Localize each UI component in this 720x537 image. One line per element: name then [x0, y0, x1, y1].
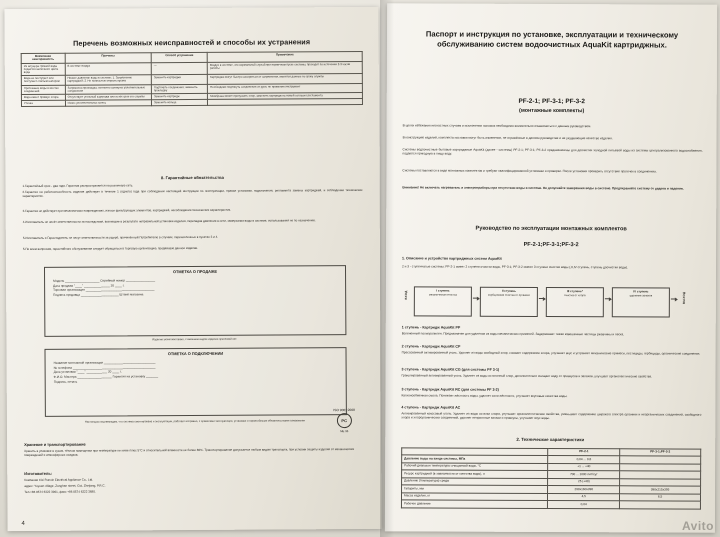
warranty-p2: 2.Гарантия на работоспособность изделия действует в течение 1 (одного) года при соблюдении настоящей инструкции по эксплуатации, правил установки, подключения, регламента замены картриджей, и соблюдении технических характеристик.	[22, 187, 363, 198]
tech-value-pf21: 0,04	[548, 501, 620, 509]
tech-param: Габариты, мм	[402, 485, 548, 493]
connect-field-phone[interactable]: № телефона ________________________________________________	[53, 364, 156, 370]
tech-col-pf3x: PF-3-1;PF-3-2	[620, 449, 701, 457]
tech-param: Рабочий диапазон температуры очищаемой воды, °С	[402, 463, 548, 471]
cartridge-4-text: Катионообменная смола. Понижает жёсткость воды, удаляет соли жёсткости, улучшает вкусовые качества воды.	[401, 393, 568, 399]
flow-stage-2-name: II ступень	[501, 288, 516, 293]
flow-stage-1-desc: механическая очистка	[428, 293, 457, 297]
warranty-p6: 5.По всем вопросам, гарантийного обслуживания следует обращаться в торговую организацию, продавшую данное изделие.	[22, 245, 199, 252]
cell-note: Необходимо подтянуть соединения от руки, не применяя инструмент	[208, 83, 363, 93]
iso-standard-label: ISO 9001:2008	[333, 408, 355, 413]
section-1-text: 2 и 3 - ступенчатые системы: PF-2-1 имеет 2 ступени очистки воды, PF-3-1; PF-3-2 имеют 3 ступени очистки воды (,II,IV ступень, ступень доочистки воды).	[401, 264, 629, 270]
flow-arrow-2	[539, 298, 545, 299]
tech-param: Давление воды на входе системы, МПа	[402, 455, 548, 463]
cell-fault: Протекание воды в местах соединений	[21, 85, 65, 95]
tech-value-pf21: 290x160x390	[548, 486, 620, 494]
tech-value-pf21: 700 ... 1000 лит/сут	[548, 471, 620, 479]
cartridge-2-text: Прессованный активированный уголь. Удаляет из воды свободный хлор, снижает содержание хлора, улучшает вкус и устраняет механические примеси, пестициды, гербициды, органические соединения.	[401, 350, 701, 356]
section-1-title: 1. Описание и устройство картриджных систем AquaKit	[402, 256, 502, 261]
col-fix: Способ устранения	[151, 52, 207, 62]
flow-output-label: ВЫХОД	[681, 291, 686, 305]
connect-field-master[interactable]: Ф.И.О. Мастера ____________________ Гарантия на установку _______	[53, 374, 159, 379]
connection-mark-box	[44, 347, 346, 417]
cell-note: Картриджи могут быстро засориться от загрязнения, имеются данные по сроку службы	[208, 74, 363, 84]
cartridge-2-title: 2 ступень - Картридж AquaKit CP	[401, 344, 461, 349]
warranty-section-title: 8. Гарантийные обязательства	[161, 174, 224, 181]
subtitle-label: (монтажные комплекты)	[519, 107, 585, 115]
connect-field-date[interactable]: Дата установки "____" ____________ 20 ____ г.	[53, 369, 122, 375]
manufacturer-line-1: Компания Cixi Runxin Electrical Appliance Co., Ltd.	[24, 477, 94, 483]
warranty-p1: 1.Гарантийный срок - два года. Гарантия распространяется на розничную сеть.	[22, 183, 134, 189]
cell-cause: Низкое давление воды в системе; 1. Загрязнение картриджей; 2. Не полностью открыты краны	[65, 75, 151, 85]
flow-stage-3	[546, 287, 604, 317]
flow-arrow-4	[671, 299, 677, 300]
cell-note	[208, 99, 363, 106]
flow-stage-1-name: I ступень	[436, 288, 450, 293]
guide-title: Руководство по эксплуатации монтажных комплектов	[475, 225, 627, 233]
intro-p2: В конструкцию изделий, комплекта поставки могут быть изменения, не отражённые в данном руководстве и не ухудшающие качество изделия.	[402, 135, 613, 141]
flow-stage-1	[414, 286, 472, 316]
tech-value-pf21: 0,04 ... 0,8	[548, 456, 620, 464]
col-fault: Возможная неисправность	[21, 53, 65, 63]
tech-col-pf21: PF-2-1	[548, 448, 620, 456]
cartridge-1-title: 1 ступень - Картридж AquaKit PP	[401, 325, 461, 330]
intro-p1: В целях избежания несчастных случаев и исключения поломок необходимо внимательно ознакомиться с данным руководством.	[402, 123, 592, 129]
cartridge-5-text: Активированный кокосовый уголь. Удаляет из воды остатки хлора, улучшает органолептические свойства, уменьшает содержание широкого спектра органики и неорганических соединений, свободного хлора и хлорорганических соединений, удаляет неприятные запахи и привкусы, улучшает вкус воды.	[401, 411, 702, 421]
warranty-p4: 4.Изготовитель не несёт ответственности за последствия, возникшие в результате неправильной установки изделия, перепадов давления в сети, замерзания воды в системе, использования не по назначению.	[22, 218, 316, 225]
flow-stage-4-name: IV ступень	[633, 289, 649, 294]
flow-stage-2-desc: сорбционная очистка от органики	[487, 293, 530, 297]
tech-param: Ресурс картриджей (в зависимости от качества воды), л	[402, 470, 548, 478]
tech-value-pf3x	[619, 501, 700, 509]
flow-stage-3-name: III ступень*	[566, 289, 583, 294]
left-page-title: Перечень возможных неисправностей и способы их устранения	[73, 37, 311, 48]
iso-certification-block	[333, 408, 355, 433]
connect-field-stamp: Подпись, печать	[53, 379, 78, 384]
col-note: Примечание	[207, 51, 362, 62]
warranty-p5: 5.Изготовитель и Гарантодатель не несут ответственности за ущерб, причинённый Потребителю в случаях, перечисленных в пунктах 3 и 4.	[22, 234, 219, 241]
cartridge-1-text: Вспененный полипропилен. Предназначен для удаления из воды механических примесей. Задерживает также взвешенные частицы ржавчины и песка.	[401, 331, 625, 337]
connect-field-org[interactable]: Название монтажной организации ______________________________	[53, 360, 156, 365]
sale-field-signature[interactable]: Подпись продавца ______________________ Штамп магазина	[53, 292, 144, 297]
sale-mark-box	[44, 265, 346, 337]
manufacturer-line-3: Тел.+86 0574 6322 3901, факс +86 0574 6322 3680.	[24, 489, 96, 495]
models-label: PF-2-1; PF-3-1; PF-3-2	[518, 97, 585, 106]
cell-fault: Из штуцера грязной воды подаётся молочного цвета вода	[21, 63, 65, 76]
cell-note: Мембрана может пропускать хлор, заменить картридж на новый согласно регламента	[208, 93, 363, 100]
tech-row	[401, 500, 700, 509]
sale-field-date[interactable]: Дата продажи "____" _______________ 20 ____ г.	[53, 283, 125, 288]
gost-mark-icon: PC	[337, 413, 352, 428]
sale-field-model[interactable]: Модель ____________________ Серийный номер _________________	[53, 278, 156, 283]
watermark-label: Avito	[681, 519, 714, 533]
cell-fix: Заменить картриджи	[151, 75, 207, 85]
cartridge-3-title: 3 ступень - Картридж AquaKit CG (для системы PF 3-1)	[401, 367, 500, 372]
confirmation-note: Настоящим подтверждаю, что система смонтирована и эксплуатации, работает исправно, с правилами эксплуатации, установки и гарантийными обязательствами ознакомлен	[84, 419, 305, 424]
cell-fix: —	[151, 62, 207, 75]
flow-input-label: ВХОД	[403, 290, 408, 300]
cell-cause: Загрязнена прокладка; неплотно затянуты уплотнительные соединения	[65, 84, 151, 94]
cell-fix: Подтянуть соединения; заменить прокладку	[151, 84, 207, 94]
guide-models: PF-2-1;PF-3-1;PF-3-2	[523, 241, 579, 249]
cell-fault: Вода имеет привкус хлора	[21, 94, 65, 100]
connection-box-title: ОТМЕТКА О ПОДКЛЮЧЕНИИ	[167, 350, 224, 357]
cartridge-4-title: 3 ступень - Картридж AquaKit RC (для системы PF 3-2)	[401, 387, 499, 392]
storage-text: Хранить в упаковке в сухом, тёплом помещении при температуре не ниже плюс 5°С и относительной влажности не более 80%. Транспортирование допускается любым видом транспорта, при условии защиты изделия от механических повреждений и атмосферных осадков.	[24, 447, 355, 457]
faults-table	[21, 51, 363, 108]
cell-fault: Вода не поступает или поступает слабым напором	[21, 76, 65, 86]
sale-box-note: Изделие укомплектовано, с внешним видом изделия претензий нет	[152, 337, 237, 342]
tech-value-pf3x: 380x215x395	[620, 486, 701, 494]
tech-value-pf3x: 6,5	[620, 494, 701, 502]
cell-fix: Заменить кольца	[151, 100, 207, 107]
tech-param: Масса изделия, кг	[401, 493, 547, 501]
section-2-title: 2. Технические характеристики	[516, 436, 585, 443]
tech-specs-table	[401, 447, 701, 509]
storage-title: Хранение и транспортирование	[24, 441, 86, 448]
tech-value-pf21: +1 ... +40	[548, 463, 620, 471]
document-left-page	[4, 7, 381, 531]
sale-field-org[interactable]: Торговая организация ________________________________________	[53, 287, 155, 293]
filtration-flow-diagram	[404, 282, 696, 321]
tech-param: Рабочее давление	[401, 500, 547, 508]
tech-value-pf21: 4,5	[548, 493, 620, 501]
intro-p4: Системы поставляются в виде монтажных комплектов и требуют квалифицированной установки и проверки. После установки проверить отсутствие протечек в соединениях.	[402, 168, 657, 174]
flow-stage-4	[612, 287, 670, 317]
flow-stage-3-desc: очистка от хлора	[564, 293, 586, 297]
flow-arrow-3	[605, 298, 611, 299]
intro-p3: Системы водоочистные бытовые картриджные AquaKit (далее - системы) PF-2-1; PF-3-1; PF-3-2 предназначены для доочистки холодной питьевой воды из системы централизованного водоснабжения, подаются пригодную в пищу воду.	[402, 147, 703, 156]
cell-cause: Износ уплотнительных колец	[65, 100, 151, 107]
intro-warning: Внимание! Не включать нагреватель и электроприборы при отсутствии воды в системе. Не допускайте замерзания воды в системе. Предохраняйте систему от ударов и падения.	[402, 185, 684, 191]
cell-fix: Заменить картридж	[151, 93, 207, 100]
flow-stage-2	[480, 287, 538, 317]
tech-param: Давление (температура) среды	[402, 478, 548, 486]
flow-stage-4-desc: удаление запахов	[629, 293, 653, 298]
cell-fault: Утечка	[21, 101, 65, 107]
page-number: 4	[21, 521, 25, 528]
warranty-p3: 3.Гарантия не действует при механических повреждениях, износе фильтрующих элементов, картриджей, несоблюдении технических характеристик.	[22, 207, 231, 214]
right-page-title: Паспорт и инструкция по установке, эксплуатации и техническому обслуживанию систем водоочистных AquaKit картриджных.	[425, 29, 679, 50]
cell-note: Воздух в системе, это нормальный случай при первичном пуске системы, проходит по истечении 2-3 часов работы	[208, 61, 363, 75]
iso-code-label: МЕ 96	[340, 429, 349, 434]
manufacturer-line-2: адрес: Yuyuan village, Zonghan street, Cixi, Zhejiang, P.R.C.	[24, 483, 106, 489]
cartridge-3-text: Гранулированный активированный уголь. Удаляет из воды остаточный хлор, дополнительно очищает воду от привкусов и запахов, улучшает органолептические свойства.	[401, 373, 653, 379]
table-row	[21, 99, 362, 107]
col-cause: Причины	[65, 53, 151, 63]
cell-cause: Отсутствует угольный картридж или истёк срок его службы	[65, 94, 151, 101]
flow-arrow-1	[473, 298, 479, 299]
cell-cause: В системе воздух	[65, 62, 151, 75]
document-right-page	[385, 3, 717, 532]
sale-box-title: ОТМЕТКА О ПРОДАЖЕ	[173, 268, 218, 275]
tech-value-pf21: 25 (+40)	[548, 478, 620, 486]
cartridge-5-title: 4 ступень - Картридж AquaKit АС	[401, 405, 461, 410]
manufacturer-title: Изготовитель:	[24, 470, 53, 477]
